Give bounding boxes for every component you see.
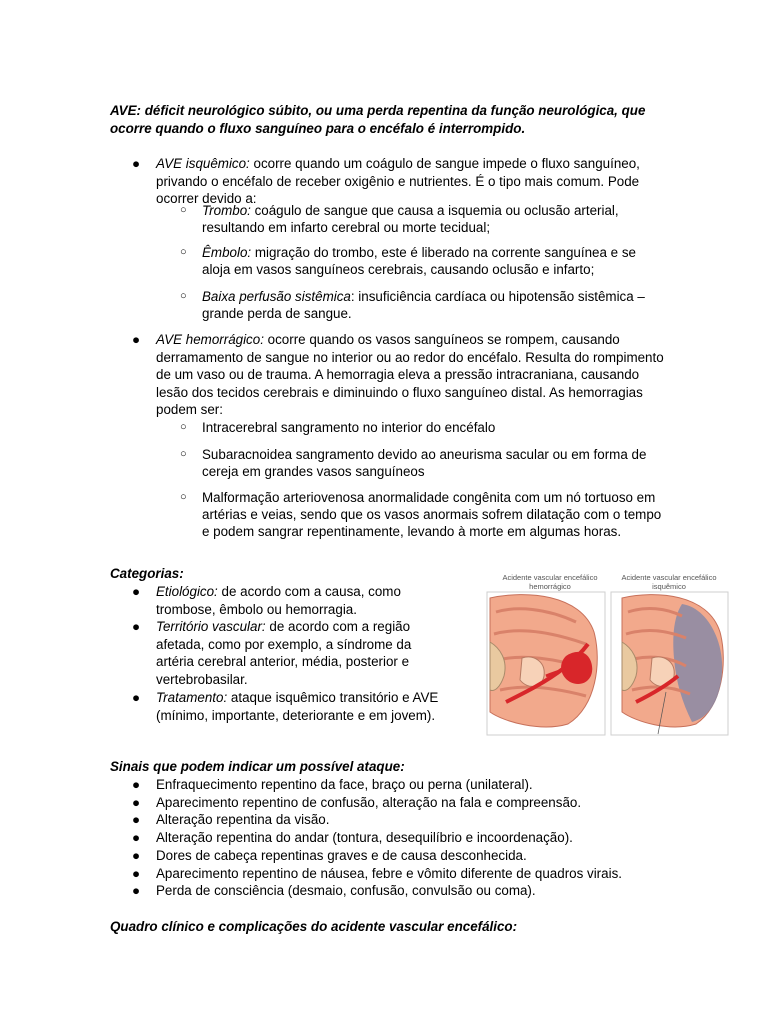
text-line: ocorre quando os vasos sanguíneos se rompem, causando: [263, 332, 620, 347]
sub-bullet: ○: [180, 246, 187, 258]
text-line: aloja em vasos sanguíneos cerebrais, causando oclusão e infarto;: [202, 262, 595, 277]
bullet: ●: [132, 830, 141, 846]
caption-line: Acidente vascular encefálico: [502, 573, 598, 582]
stroke-illustration: [486, 572, 729, 737]
text-line: migração do trombo, este é liberado na corrente sanguínea e se: [251, 245, 636, 260]
sinais-item-text: Perda de consciência (desmaio, confusão, convulsão ou coma).: [156, 883, 536, 899]
sinais-item-text: Alteração repentina da visão.: [156, 812, 330, 828]
text-line: grande perda de sangue.: [202, 306, 352, 321]
text-line: (mínimo, importante, deteriorante e em jovem).: [156, 707, 436, 723]
sub-bullet: ○: [180, 290, 187, 302]
sinais-item-text: Dores de cabeça repentinas graves e de causa desconhecida.: [156, 847, 527, 863]
text-line: resultando em infarto cerebral ou morte tecidual;: [202, 220, 491, 235]
caption-line: isquêmico: [652, 581, 686, 591]
term-tratamento: Tratamento:: [156, 690, 228, 705]
text-line: coágulo de sangue que causa a isquemia ou oclusão arterial,: [250, 203, 619, 218]
bullet: ●: [132, 883, 141, 899]
intro-line-1: AVE: déficit neurológico súbito, ou uma perda repentina da função neurológica, que: [110, 103, 646, 118]
text-line: trombose, êmbolo ou hemorragia.: [156, 601, 357, 617]
sinais-heading: Sinais que podem indicar um possível ataque:: [110, 759, 405, 774]
text-line: artérias e veias, sendo que os vasos anormais sofrem dilatação com o tempo: [202, 507, 662, 522]
text-line: vertebrobasilar.: [156, 671, 248, 687]
text-line: lesão dos tecidos cerebrais e diminuindo o fluxo sanguíneo distal. As hemorragias: [156, 384, 643, 400]
text-line: privando o encéfalo de receber oxigênio e nutrientes. É o tipo mais comum. Pode: [156, 173, 640, 189]
text-line: ataque isquêmico transitório e AVE: [227, 690, 439, 705]
term-trombo: Trombo:: [202, 203, 251, 218]
brain-ischemic: [611, 592, 728, 735]
bullet: ●: [132, 690, 141, 705]
text-line: de acordo com a região: [265, 619, 411, 634]
term-embolo: Êmbolo:: [202, 245, 252, 260]
quadro-heading: Quadro clínico e complicações do acidente vascular encefálico:: [110, 919, 518, 934]
term-etiologico: Etiológico:: [156, 584, 218, 599]
caption-line: Acidente vascular encefálico: [621, 573, 717, 582]
caption-line: hemorrágico: [529, 581, 571, 591]
text-line: de acordo com a causa, como: [217, 584, 401, 599]
bullet: ●: [132, 847, 141, 863]
text-line: Malformação arteriovenosa anormalidade congênita com um nó tortuoso em: [202, 490, 656, 505]
sub-bullet: ○: [180, 204, 187, 216]
term-territorio: Território vascular:: [156, 619, 266, 634]
bullet: ●: [132, 584, 141, 599]
bullet: ●: [132, 794, 141, 810]
text-line: de um vaso ou de trauma. A hemorragia eleva a pressão intracraniana, causando: [156, 367, 640, 382]
text-line: Subaracnoidea sangramento devido ao aneurisma sacular ou em forma de: [202, 447, 647, 462]
intro-line-2: ocorre quando o fluxo sanguíneo para o encéfalo é interrompido.: [110, 121, 526, 136]
text-line: podem ser:: [156, 402, 223, 417]
sinais-item-text: Enfraquecimento repentino da face, braço ou perna (unilateral).: [156, 777, 533, 792]
text-line: ocorre quando um coágulo de sangue impede o fluxo sanguíneo,: [249, 156, 640, 171]
sub-bullet: ○: [180, 421, 187, 433]
intro-heading: [110, 102, 645, 138]
text-line: derramamento de sangue no interior ou ao redor do encéfalo. Resulta do rompimento: [156, 349, 664, 365]
text-line: Intracerebral sangramento no interior do encéfalo: [202, 420, 496, 435]
sub-bullet: ○: [180, 491, 187, 503]
term-ave-hemorragico: AVE hemorrágico:: [156, 332, 264, 347]
brain-hemorrhagic: [487, 592, 605, 735]
bullet: ●: [132, 777, 141, 792]
bullet: ●: [132, 865, 141, 881]
bullet: ●: [132, 812, 141, 828]
text-line: afetada, como por exemplo, a síndrome da: [156, 636, 412, 652]
text-line: ocorrer devido a:: [156, 191, 257, 206]
term-ave-isquemico: AVE isquêmico:: [156, 156, 250, 171]
text-line: cereja em grandes vasos sanguíneos: [202, 464, 425, 479]
sub-bullet: ○: [180, 448, 187, 460]
term-baixa-perfusao: Baixa perfusão sistêmica: [202, 289, 351, 304]
sinais-item-text: Aparecimento repentino de confusão, alteração na fala e compreensão.: [156, 794, 582, 810]
sinais-item-text: Aparecimento repentino de náusea, febre e vômito diferente de quadros virais.: [156, 865, 622, 881]
text-line: artéria cerebral anterior, média, posterior e: [156, 654, 410, 669]
categorias-heading: Categorias:: [110, 566, 184, 581]
sinais-item-text: Alteração repentina do andar (tontura, desequilíbrio e incoordenação).: [156, 830, 573, 846]
bullet: ●: [132, 332, 141, 347]
text-line: : insuficiência cardíaca ou hipotensão sistêmica –: [350, 289, 645, 304]
text-line: e podem sangrar repentinamente, levando à morte em algumas horas.: [202, 524, 622, 539]
bullet: ●: [132, 156, 141, 171]
brain-diagram: [486, 572, 729, 737]
bullet: ●: [132, 619, 141, 634]
